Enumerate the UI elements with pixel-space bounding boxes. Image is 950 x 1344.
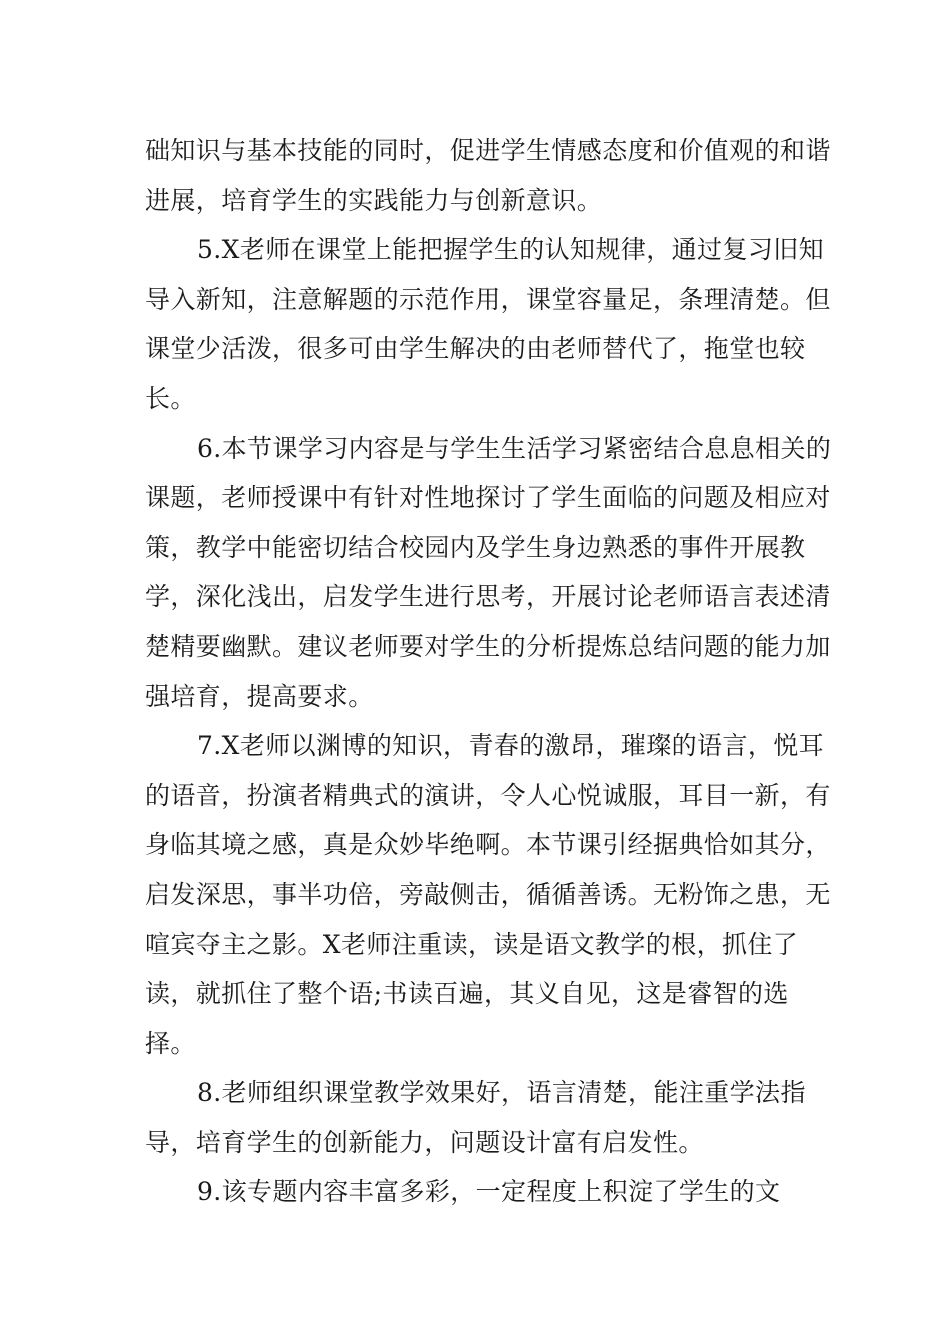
paragraph-item-9: 9.该专题内容丰富多彩，一定程度上积淀了学生的文 xyxy=(197,1177,781,1207)
document-body xyxy=(145,126,835,1217)
paragraph-item-6: 6.本节课学习内容是与学生生活学习紧密结合息息相关的课题，老师授课中有针对性地探讨了学生面临的问题及相应对策，教学中能密切结合校园内及学生身边熟悉的事件开展教学，深化浅出，启发学生进行思考，开展讨论老师语言表述清楚精要幽默。建议老师要对学生的分析提炼总结问题的能力加强培育，提高要求。 xyxy=(145,433,832,711)
paragraph-continuation: 础知识与基本技能的同时，促进学生情感态度和价值观的和谐进展，培育学生的实践能力与创新意识。 xyxy=(145,136,831,215)
paragraph-item-7: 7.X老师以渊博的知识，青春的激昂，璀璨的语言，悦耳的语音，扮演者精典式的演讲，令人心悦诚服，耳目一新，有身临其境之感，真是众妙毕绝啊。本节课引经据典恰如其分，启发深思，事半功倍，旁敲侧击，循循善诱。无粉饰之患，无喧宾夺主之影。X老师注重读，读是语文教学的根，抓住了读，就抓住了整个语;书读百遍，其义自见，这是睿智的选择。 xyxy=(145,731,831,1058)
paragraph-item-8: 8.老师组织课堂教学效果好，语言清楚，能注重学法指导，培育学生的创新能力，问题设计富有启发性。 xyxy=(145,1078,806,1157)
paragraph-item-5: 5.X老师在课堂上能把握学生的认知规律，通过复习旧知导入新知，注意解题的示范作用，课堂容量足，条理清楚。但课堂少活泼，很多可由学生解决的由老师替代了，拖堂也较长。 xyxy=(145,235,831,413)
